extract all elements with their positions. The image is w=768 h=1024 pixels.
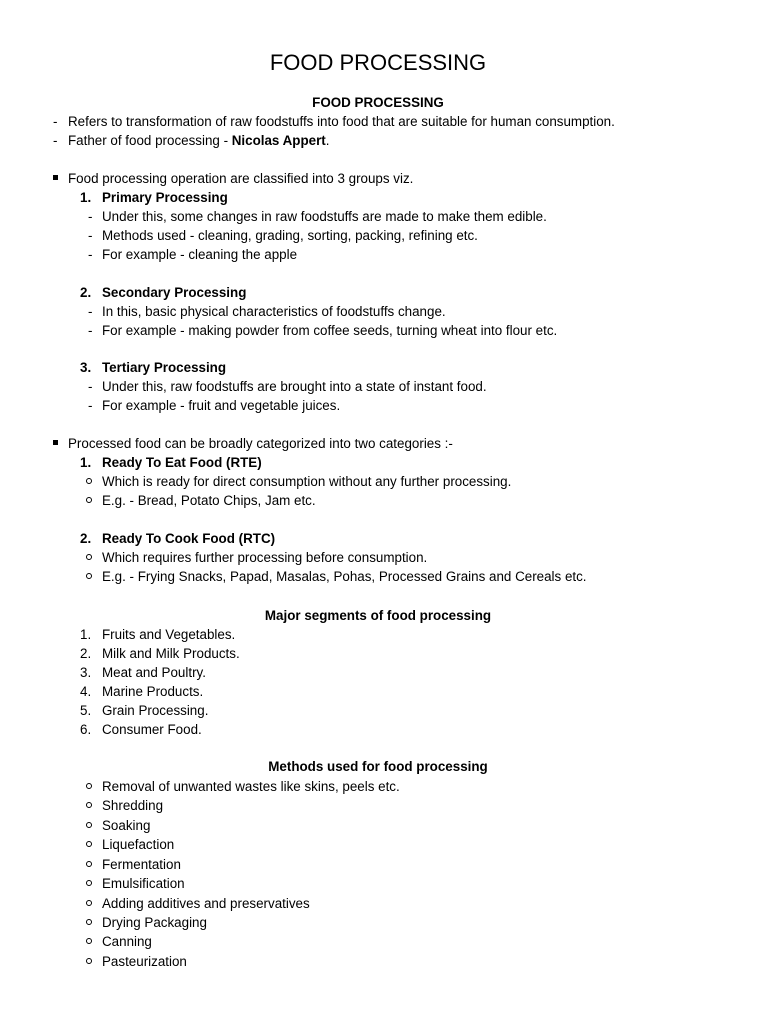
group-number: 3.	[80, 360, 92, 375]
group-item: Which requires further processing before consumption.	[102, 550, 428, 565]
method-item: Shredding	[102, 798, 164, 813]
group-item: Methods used - cleaning, grading, sorting, packing, refining etc.	[102, 228, 478, 243]
dash-bullet: -	[88, 323, 93, 338]
method-item: Emulsification	[102, 876, 185, 891]
group-number: 1.	[80, 190, 92, 205]
segment-number: 5.	[80, 703, 92, 718]
group-title-rte: Ready To Eat Food (RTE)	[102, 455, 262, 470]
dash-bullet: -	[53, 133, 58, 148]
segment-item: Marine Products.	[102, 684, 204, 699]
circle-bullet	[86, 861, 92, 867]
father-line	[68, 131, 330, 150]
segment-item: Consumer Food.	[102, 722, 202, 737]
section-heading-methods: Methods used for food processing	[268, 759, 488, 774]
categories-intro: Processed food can be broadly categorized into two categories :-	[68, 436, 453, 451]
group-item: E.g. - Frying Snacks, Papad, Masalas, Pohas, Processed Grains and Cereals etc.	[102, 569, 587, 584]
dash-bullet: -	[88, 228, 93, 243]
group-item: For example - fruit and vegetable juices.	[102, 398, 341, 413]
circle-bullet	[86, 900, 92, 906]
group-title-secondary: Secondary Processing	[102, 285, 247, 300]
segment-number: 2.	[80, 646, 92, 661]
dash-bullet: -	[88, 247, 93, 262]
circle-bullet	[86, 497, 92, 503]
segment-number: 1.	[80, 627, 92, 642]
group-number: 1.	[80, 455, 92, 470]
method-item: Fermentation	[102, 857, 181, 872]
dash-bullet: -	[88, 398, 93, 413]
group-title-rtc: Ready To Cook Food (RTC)	[102, 531, 276, 546]
circle-bullet	[86, 554, 92, 560]
group-number: 2.	[80, 285, 92, 300]
dash-bullet: -	[53, 114, 58, 129]
group-item: Which is ready for direct consumption without any further processing.	[102, 474, 512, 489]
circle-bullet	[86, 802, 92, 808]
group-item: In this, basic physical characteristics of foodstuffs change.	[102, 304, 446, 319]
method-item: Drying Packaging	[102, 915, 207, 930]
method-item: Pasteurization	[102, 954, 187, 969]
square-bullet	[53, 440, 58, 445]
circle-bullet	[86, 822, 92, 828]
definition-text: Refers to transformation of raw foodstuffs into food that are suitable for human consumption.	[68, 114, 615, 129]
father-label: Father of food processing -	[68, 133, 232, 148]
dash-bullet: -	[88, 209, 93, 224]
group-item: Under this, raw foodstuffs are brought into a state of instant food.	[102, 379, 487, 394]
dash-bullet: -	[88, 304, 93, 319]
father-name: Nicolas Appert	[231, 133, 326, 148]
circle-bullet	[86, 919, 92, 925]
circle-bullet	[86, 478, 92, 484]
segment-number: 4.	[80, 684, 92, 699]
circle-bullet	[86, 783, 92, 789]
group-item: E.g. - Bread, Potato Chips, Jam etc.	[102, 493, 316, 508]
segment-item: Grain Processing.	[102, 703, 209, 718]
group-item: Under this, some changes in raw foodstuffs are made to make them edible.	[102, 209, 547, 224]
method-item: Liquefaction	[102, 837, 175, 852]
section-heading-food-processing: FOOD PROCESSING	[312, 95, 444, 110]
section-heading-segments: Major segments of food processing	[264, 608, 492, 623]
circle-bullet	[86, 938, 92, 944]
page-title: FOOD PROCESSING	[269, 50, 487, 75]
circle-bullet	[86, 573, 92, 579]
segment-number: 6.	[80, 722, 92, 737]
method-item: Canning	[102, 934, 152, 949]
segment-item: Fruits and Vegetables.	[102, 627, 236, 642]
circle-bullet	[86, 958, 92, 964]
method-item: Removal of unwanted wastes like skins, peels etc.	[102, 779, 400, 794]
segment-item: Meat and Poultry.	[102, 665, 206, 680]
group-title-tertiary: Tertiary Processing	[102, 360, 227, 375]
group-title-primary: Primary Processing	[102, 190, 228, 205]
group-item: For example - making powder from coffee seeds, turning wheat into flour etc.	[102, 323, 558, 338]
group-item: For example - cleaning the apple	[102, 247, 298, 262]
circle-bullet	[86, 880, 92, 886]
dash-bullet: -	[88, 379, 93, 394]
group-number: 2.	[80, 531, 92, 546]
father-suffix: .	[325, 133, 330, 148]
segment-item: Milk and Milk Products.	[102, 646, 240, 661]
segment-number: 3.	[80, 665, 92, 680]
circle-bullet	[86, 841, 92, 847]
classification-intro: Food processing operation are classified into 3 groups viz.	[68, 171, 414, 186]
method-item: Adding additives and preservatives	[102, 896, 310, 911]
method-item: Soaking	[102, 818, 151, 833]
square-bullet	[53, 175, 58, 180]
